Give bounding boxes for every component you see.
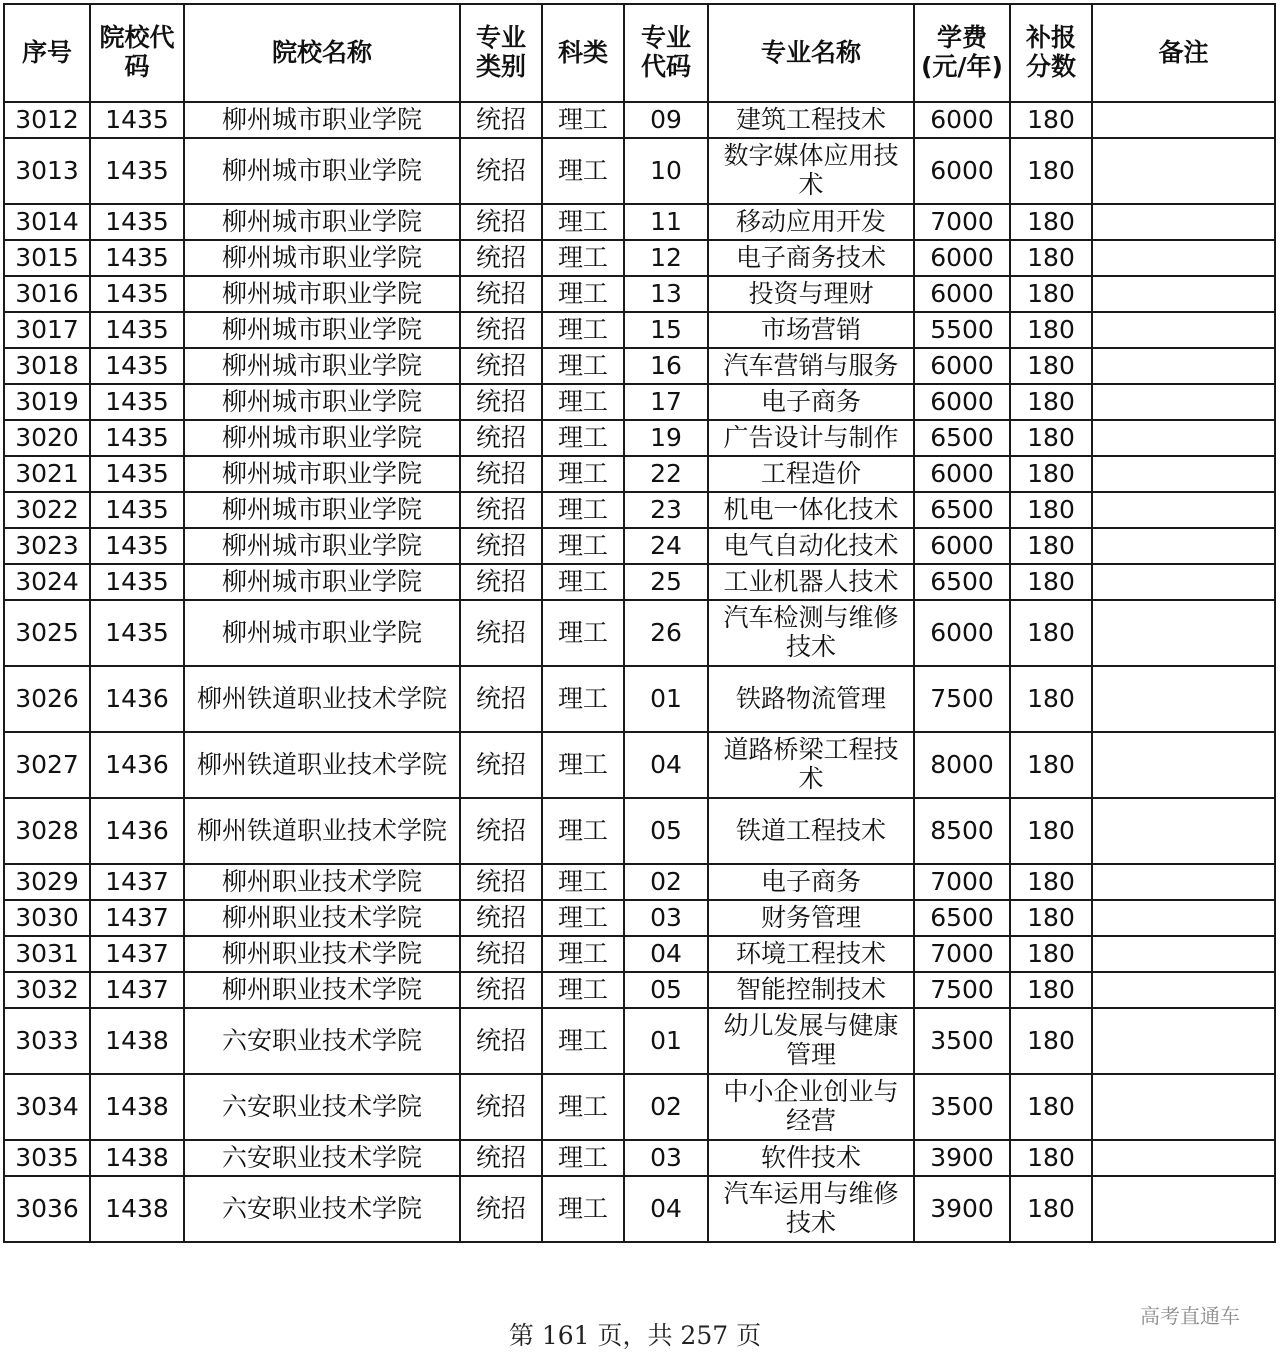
cell-school-code: 1435 (90, 240, 184, 276)
cell-note (1092, 1008, 1275, 1074)
cell-major-code: 04 (624, 936, 708, 972)
cell-seq: 3032 (4, 972, 90, 1008)
cell-subject: 理工 (542, 1074, 624, 1140)
table-row (4, 936, 1275, 972)
cell-school-name: 柳州城市职业学院 (184, 600, 460, 666)
cell-seq: 3029 (4, 864, 90, 900)
cell-school-code: 1437 (90, 972, 184, 1008)
cell-tuition: 8500 (914, 798, 1010, 864)
cell-subject: 理工 (542, 312, 624, 348)
cell-major-code: 09 (624, 102, 708, 138)
cell-major-code: 10 (624, 138, 708, 204)
cell-school-name: 柳州城市职业学院 (184, 420, 460, 456)
cell-seq: 3031 (4, 936, 90, 972)
cell-school-name: 六安职业技术学院 (184, 1074, 460, 1140)
cell-note (1092, 732, 1275, 798)
cell-score: 180 (1010, 900, 1092, 936)
cell-major-category: 统招 (460, 900, 542, 936)
header-subject: 科类 (542, 4, 624, 102)
cell-school-code: 1435 (90, 528, 184, 564)
cell-score: 180 (1010, 528, 1092, 564)
cell-school-name: 六安职业技术学院 (184, 1140, 460, 1176)
cell-subject: 理工 (542, 666, 624, 732)
cell-major-code: 23 (624, 492, 708, 528)
cell-subject: 理工 (542, 138, 624, 204)
header-tuition: 学费(元/年) (914, 4, 1010, 102)
cell-major-name: 汽车检测与维修技术 (708, 600, 914, 666)
cell-major-code: 01 (624, 1008, 708, 1074)
cell-tuition: 6500 (914, 564, 1010, 600)
cell-subject: 理工 (542, 900, 624, 936)
cell-school-code: 1436 (90, 732, 184, 798)
cell-tuition: 3900 (914, 1176, 1010, 1242)
cell-major-code: 05 (624, 798, 708, 864)
cell-school-name: 柳州城市职业学院 (184, 564, 460, 600)
cell-seq: 3014 (4, 204, 90, 240)
cell-score: 180 (1010, 240, 1092, 276)
cell-seq: 3024 (4, 564, 90, 600)
cell-major-code: 25 (624, 564, 708, 600)
cell-school-code: 1435 (90, 204, 184, 240)
table-row (4, 204, 1275, 240)
cell-score: 180 (1010, 972, 1092, 1008)
cell-school-name: 柳州职业技术学院 (184, 900, 460, 936)
cell-school-name: 六安职业技术学院 (184, 1008, 460, 1074)
cell-major-code: 26 (624, 600, 708, 666)
cell-subject: 理工 (542, 240, 624, 276)
cell-major-name: 数字媒体应用技术 (708, 138, 914, 204)
page-number: 第 161 页，共 257 页 (508, 1321, 762, 1350)
cell-score: 180 (1010, 1140, 1092, 1176)
table-row (4, 276, 1275, 312)
cell-school-code: 1435 (90, 312, 184, 348)
cell-seq: 3026 (4, 666, 90, 732)
cell-score: 180 (1010, 666, 1092, 732)
table-row (4, 528, 1275, 564)
cell-note (1092, 102, 1275, 138)
cell-major-code: 01 (624, 666, 708, 732)
cell-school-code: 1435 (90, 492, 184, 528)
cell-major-category: 统招 (460, 972, 542, 1008)
cell-school-name: 柳州铁道职业技术学院 (184, 666, 460, 732)
header-school-name: 院校名称 (184, 4, 460, 102)
cell-major-code: 19 (624, 420, 708, 456)
cell-major-category: 统招 (460, 528, 542, 564)
cell-subject: 理工 (542, 420, 624, 456)
cell-school-code: 1435 (90, 102, 184, 138)
table-row (4, 138, 1275, 204)
cell-school-name: 柳州城市职业学院 (184, 276, 460, 312)
cell-school-code: 1438 (90, 1074, 184, 1140)
cell-subject: 理工 (542, 864, 624, 900)
cell-subject: 理工 (542, 384, 624, 420)
cell-school-name: 柳州职业技术学院 (184, 936, 460, 972)
cell-subject: 理工 (542, 204, 624, 240)
cell-major-name: 软件技术 (708, 1140, 914, 1176)
cell-major-name: 投资与理财 (708, 276, 914, 312)
cell-score: 180 (1010, 384, 1092, 420)
cell-seq: 3021 (4, 456, 90, 492)
cell-subject: 理工 (542, 1008, 624, 1074)
cell-score: 180 (1010, 138, 1092, 204)
table-row (4, 420, 1275, 456)
table-row (4, 732, 1275, 798)
table-row (4, 492, 1275, 528)
cell-score: 180 (1010, 456, 1092, 492)
cell-tuition: 6000 (914, 528, 1010, 564)
cell-school-name: 柳州城市职业学院 (184, 240, 460, 276)
cell-major-category: 统招 (460, 102, 542, 138)
cell-seq: 3027 (4, 732, 90, 798)
cell-score: 180 (1010, 102, 1092, 138)
cell-seq: 3022 (4, 492, 90, 528)
table-row (4, 864, 1275, 900)
cell-school-code: 1436 (90, 798, 184, 864)
cell-subject: 理工 (542, 600, 624, 666)
cell-major-code: 15 (624, 312, 708, 348)
cell-note (1092, 240, 1275, 276)
cell-school-code: 1437 (90, 900, 184, 936)
cell-major-code: 16 (624, 348, 708, 384)
cell-note (1092, 972, 1275, 1008)
cell-major-code: 03 (624, 900, 708, 936)
table-row (4, 1074, 1275, 1140)
cell-major-category: 统招 (460, 312, 542, 348)
cell-major-name: 电子商务技术 (708, 240, 914, 276)
cell-tuition: 6000 (914, 384, 1010, 420)
cell-tuition: 3500 (914, 1074, 1010, 1140)
table-row (4, 384, 1275, 420)
cell-seq: 3012 (4, 102, 90, 138)
cell-major-name: 道路桥梁工程技术 (708, 732, 914, 798)
cell-subject: 理工 (542, 1140, 624, 1176)
cell-major-category: 统招 (460, 1074, 542, 1140)
cell-score: 180 (1010, 1008, 1092, 1074)
cell-note (1092, 936, 1275, 972)
cell-major-name: 电气自动化技术 (708, 528, 914, 564)
cell-major-category: 统招 (460, 348, 542, 384)
cell-seq: 3035 (4, 1140, 90, 1176)
cell-major-name: 建筑工程技术 (708, 102, 914, 138)
cell-major-category: 统招 (460, 600, 542, 666)
cell-school-code: 1438 (90, 1140, 184, 1176)
cell-major-name: 环境工程技术 (708, 936, 914, 972)
cell-school-code: 1435 (90, 600, 184, 666)
cell-school-name: 柳州城市职业学院 (184, 384, 460, 420)
cell-subject: 理工 (542, 972, 624, 1008)
table-row (4, 1176, 1275, 1242)
cell-subject: 理工 (542, 1176, 624, 1242)
cell-major-category: 统招 (460, 384, 542, 420)
cell-subject: 理工 (542, 276, 624, 312)
cell-note (1092, 456, 1275, 492)
cell-note (1092, 138, 1275, 204)
header-school-code: 院校代码 (90, 4, 184, 102)
cell-major-category: 统招 (460, 1008, 542, 1074)
cell-school-name: 柳州铁道职业技术学院 (184, 732, 460, 798)
cell-note (1092, 1176, 1275, 1242)
cell-tuition: 7000 (914, 864, 1010, 900)
cell-major-code: 02 (624, 864, 708, 900)
table-row (4, 666, 1275, 732)
cell-note (1092, 864, 1275, 900)
cell-school-name: 柳州铁道职业技术学院 (184, 798, 460, 864)
cell-score: 180 (1010, 732, 1092, 798)
header-major-name: 专业名称 (708, 4, 914, 102)
cell-school-code: 1437 (90, 936, 184, 972)
cell-score: 180 (1010, 564, 1092, 600)
cell-major-name: 工程造价 (708, 456, 914, 492)
cell-major-category: 统招 (460, 798, 542, 864)
cell-school-name: 柳州城市职业学院 (184, 528, 460, 564)
cell-major-category: 统招 (460, 564, 542, 600)
table-row (4, 312, 1275, 348)
table-body (4, 102, 1275, 1242)
table-row (4, 600, 1275, 666)
cell-major-category: 统招 (460, 138, 542, 204)
cell-score: 180 (1010, 1176, 1092, 1242)
cell-school-name: 柳州城市职业学院 (184, 102, 460, 138)
cell-major-category: 统招 (460, 420, 542, 456)
cell-major-name: 财务管理 (708, 900, 914, 936)
cell-note (1092, 528, 1275, 564)
cell-tuition: 6500 (914, 900, 1010, 936)
cell-major-name: 幼儿发展与健康管理 (708, 1008, 914, 1074)
header-major-code: 专业代码 (624, 4, 708, 102)
cell-note (1092, 420, 1275, 456)
cell-major-code: 12 (624, 240, 708, 276)
cell-tuition: 7000 (914, 936, 1010, 972)
table-row (4, 102, 1275, 138)
cell-school-code: 1435 (90, 420, 184, 456)
cell-score: 180 (1010, 798, 1092, 864)
cell-subject: 理工 (542, 348, 624, 384)
cell-major-name: 市场营销 (708, 312, 914, 348)
cell-major-name: 铁路物流管理 (708, 666, 914, 732)
cell-score: 180 (1010, 420, 1092, 456)
watermark: 高考直通车 (1140, 1304, 1240, 1328)
cell-major-name: 铁道工程技术 (708, 798, 914, 864)
cell-school-name: 柳州城市职业学院 (184, 204, 460, 240)
cell-school-name: 柳州城市职业学院 (184, 492, 460, 528)
cell-score: 180 (1010, 600, 1092, 666)
cell-seq: 3018 (4, 348, 90, 384)
cell-school-name: 柳州城市职业学院 (184, 138, 460, 204)
cell-major-category: 统招 (460, 492, 542, 528)
cell-score: 180 (1010, 936, 1092, 972)
cell-note (1092, 600, 1275, 666)
cell-major-name: 广告设计与制作 (708, 420, 914, 456)
cell-tuition: 6000 (914, 102, 1010, 138)
table-row (4, 798, 1275, 864)
cell-school-code: 1436 (90, 666, 184, 732)
cell-note (1092, 204, 1275, 240)
cell-major-category: 统招 (460, 1140, 542, 1176)
cell-seq: 3025 (4, 600, 90, 666)
cell-note (1092, 492, 1275, 528)
cell-school-code: 1435 (90, 564, 184, 600)
cell-major-name: 智能控制技术 (708, 972, 914, 1008)
cell-school-code: 1435 (90, 138, 184, 204)
cell-subject: 理工 (542, 102, 624, 138)
cell-major-code: 13 (624, 276, 708, 312)
table-row (4, 456, 1275, 492)
cell-seq: 3034 (4, 1074, 90, 1140)
cell-score: 180 (1010, 492, 1092, 528)
cell-seq: 3030 (4, 900, 90, 936)
cell-score: 180 (1010, 864, 1092, 900)
cell-tuition: 8000 (914, 732, 1010, 798)
cell-major-code: 04 (624, 732, 708, 798)
table-row (4, 240, 1275, 276)
cell-tuition: 6000 (914, 456, 1010, 492)
cell-seq: 3016 (4, 276, 90, 312)
table-row (4, 348, 1275, 384)
cell-note (1092, 900, 1275, 936)
cell-seq: 3017 (4, 312, 90, 348)
cell-major-category: 统招 (460, 204, 542, 240)
table-row (4, 900, 1275, 936)
cell-tuition: 6000 (914, 276, 1010, 312)
table-row (4, 972, 1275, 1008)
cell-note (1092, 666, 1275, 732)
cell-tuition: 7500 (914, 666, 1010, 732)
table-row (4, 1140, 1275, 1176)
cell-major-name: 工业机器人技术 (708, 564, 914, 600)
cell-seq: 3013 (4, 138, 90, 204)
header-seq: 序号 (4, 4, 90, 102)
header-score: 补报分数 (1010, 4, 1092, 102)
cell-note (1092, 312, 1275, 348)
cell-tuition: 6000 (914, 600, 1010, 666)
table-row (4, 564, 1275, 600)
cell-major-category: 统招 (460, 666, 542, 732)
cell-score: 180 (1010, 204, 1092, 240)
cell-seq: 3023 (4, 528, 90, 564)
cell-school-code: 1438 (90, 1176, 184, 1242)
cell-school-code: 1435 (90, 456, 184, 492)
cell-school-code: 1437 (90, 864, 184, 900)
cell-tuition: 6500 (914, 492, 1010, 528)
cell-school-name: 柳州职业技术学院 (184, 972, 460, 1008)
admission-table (3, 3, 1276, 1243)
cell-major-name: 汽车营销与服务 (708, 348, 914, 384)
cell-major-category: 统招 (460, 240, 542, 276)
header-major-category: 专业类别 (460, 4, 542, 102)
cell-school-code: 1435 (90, 384, 184, 420)
cell-note (1092, 1140, 1275, 1176)
cell-seq: 3033 (4, 1008, 90, 1074)
cell-major-name: 电子商务 (708, 864, 914, 900)
cell-school-name: 柳州城市职业学院 (184, 312, 460, 348)
cell-major-code: 05 (624, 972, 708, 1008)
cell-subject: 理工 (542, 456, 624, 492)
cell-school-name: 柳州城市职业学院 (184, 348, 460, 384)
cell-school-code: 1435 (90, 348, 184, 384)
cell-tuition: 7500 (914, 972, 1010, 1008)
cell-major-name: 机电一体化技术 (708, 492, 914, 528)
cell-tuition: 7000 (914, 204, 1010, 240)
cell-subject: 理工 (542, 528, 624, 564)
cell-major-name: 汽车运用与维修技术 (708, 1176, 914, 1242)
cell-tuition: 3900 (914, 1140, 1010, 1176)
cell-major-code: 22 (624, 456, 708, 492)
cell-major-code: 02 (624, 1074, 708, 1140)
cell-tuition: 6500 (914, 420, 1010, 456)
cell-subject: 理工 (542, 936, 624, 972)
cell-seq: 3036 (4, 1176, 90, 1242)
cell-tuition: 5500 (914, 312, 1010, 348)
cell-tuition: 6000 (914, 348, 1010, 384)
cell-major-category: 统招 (460, 732, 542, 798)
cell-score: 180 (1010, 312, 1092, 348)
cell-major-code: 04 (624, 1176, 708, 1242)
cell-school-name: 柳州城市职业学院 (184, 456, 460, 492)
cell-major-name: 电子商务 (708, 384, 914, 420)
cell-major-category: 统招 (460, 1176, 542, 1242)
cell-note (1092, 384, 1275, 420)
cell-note (1092, 276, 1275, 312)
cell-note (1092, 348, 1275, 384)
cell-tuition: 6000 (914, 138, 1010, 204)
cell-major-category: 统招 (460, 456, 542, 492)
cell-score: 180 (1010, 276, 1092, 312)
cell-subject: 理工 (542, 492, 624, 528)
cell-score: 180 (1010, 348, 1092, 384)
cell-major-code: 24 (624, 528, 708, 564)
cell-major-name: 中小企业创业与经营 (708, 1074, 914, 1140)
cell-note (1092, 1074, 1275, 1140)
cell-seq: 3019 (4, 384, 90, 420)
cell-seq: 3028 (4, 798, 90, 864)
table-row (4, 1008, 1275, 1074)
cell-score: 180 (1010, 1074, 1092, 1140)
cell-subject: 理工 (542, 732, 624, 798)
cell-subject: 理工 (542, 798, 624, 864)
cell-seq: 3020 (4, 420, 90, 456)
cell-major-name: 移动应用开发 (708, 204, 914, 240)
cell-major-category: 统招 (460, 276, 542, 312)
header-row (4, 4, 1275, 102)
cell-seq: 3015 (4, 240, 90, 276)
cell-note (1092, 798, 1275, 864)
cell-tuition: 3500 (914, 1008, 1010, 1074)
cell-major-code: 11 (624, 204, 708, 240)
cell-school-code: 1438 (90, 1008, 184, 1074)
cell-major-code: 17 (624, 384, 708, 420)
cell-note (1092, 564, 1275, 600)
cell-major-category: 统招 (460, 864, 542, 900)
cell-major-code: 03 (624, 1140, 708, 1176)
cell-tuition: 6000 (914, 240, 1010, 276)
cell-school-name: 柳州职业技术学院 (184, 864, 460, 900)
cell-major-category: 统招 (460, 936, 542, 972)
cell-school-code: 1435 (90, 276, 184, 312)
cell-school-name: 六安职业技术学院 (184, 1176, 460, 1242)
header-note: 备注 (1092, 4, 1275, 102)
cell-subject: 理工 (542, 564, 624, 600)
